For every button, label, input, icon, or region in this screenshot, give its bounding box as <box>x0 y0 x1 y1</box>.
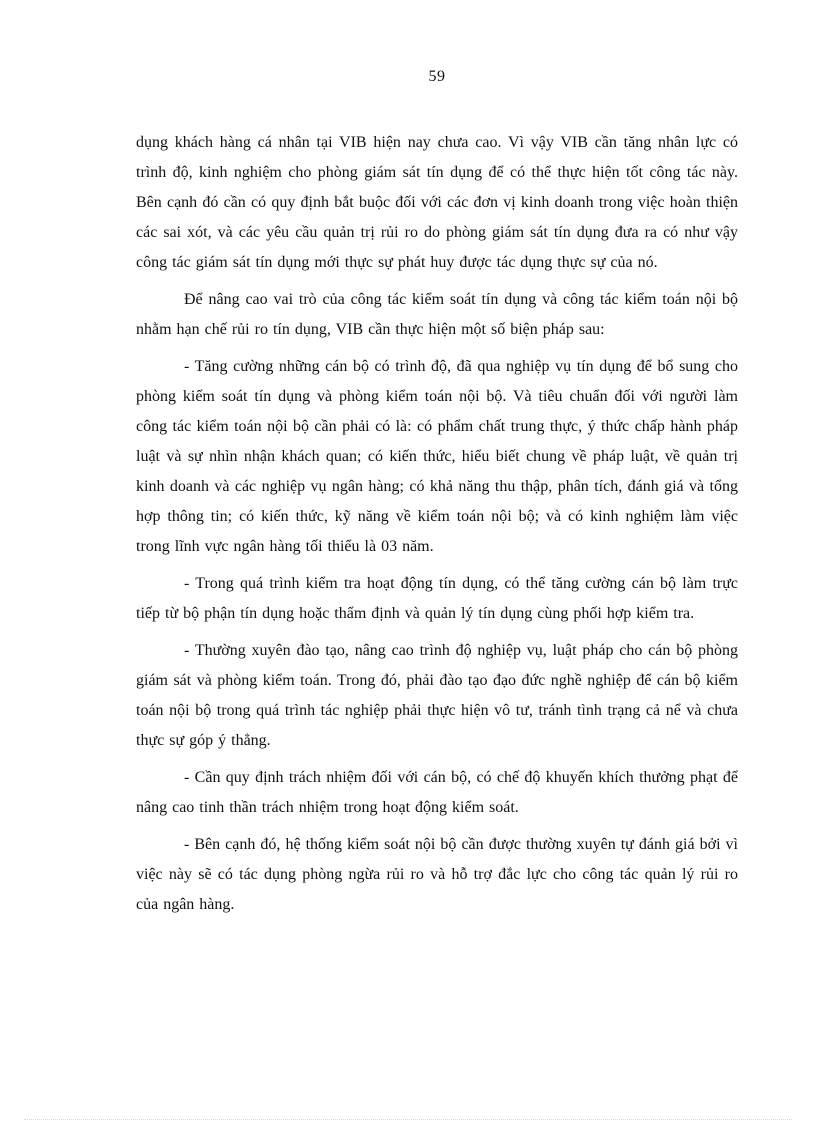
paragraph-intro-measures: Để nâng cao vai trò của công tác kiểm soát tín dụng và công tác kiểm toán nội bộ nhằm hạn chế rủi ro tín dụng, VIB cần thực hiện một số biện pháp sau: <box>136 291 738 338</box>
paragraph-measure-training: - Thường xuyên đào tạo, nâng cao trình độ nghiệp vụ, luật pháp cho cán bộ phòng giám sát và phòng kiểm toán. Trong đó, phải đào tạo đạo đức nghề nghiệp để cán bộ kiểm toán nội bộ trong quá trình tác nghiệp phải thực hiện vô tư, tránh tình trạng cả nể và chưa thực sự góp ý thẳng. <box>136 642 738 749</box>
paragraph-measure-staffing: - Tăng cường những cán bộ có trình độ, đã qua nghiệp vụ tín dụng để bổ sung cho phòng kiểm soát tín dụng và phòng kiểm toán nội bộ. Và tiêu chuẩn đối với người làm công tác kiểm toán nội bộ cần phải có là: có phẩm chất trung thực, ý thức chấp hành pháp luật và sự nhìn nhận khách quan; có kiến thức, hiểu biết chung về pháp luật, về quản trị kinh doanh và các nghiệp vụ ngân hàng; có khả năng thu thập, phân tích, đánh giá và tổng hợp thông tin; có kiến thức, kỹ năng về kiểm toán nội bộ; và có kinh nghiệm làm việc trong lĩnh vực ngân hàng tối thiểu là 03 năm. <box>136 358 738 555</box>
paragraph-measure-responsibility: - Cần quy định trách nhiệm đối với cán bộ, có chế độ khuyến khích thưởng phạt để nâng cao tinh thần trách nhiệm trong hoạt động kiểm soát. <box>136 769 738 816</box>
page-number: 59 <box>428 68 446 85</box>
document-body <box>136 128 738 927</box>
page-bottom-divider <box>24 1119 792 1120</box>
paragraph-measure-inspection: - Trong quá trình kiểm tra hoạt động tín dụng, có thể tăng cường cán bộ làm trực tiếp từ bộ phận tín dụng hoặc thẩm định và quản lý tín dụng cùng phối hợp kiểm tra. <box>136 575 738 622</box>
paragraph-continuation: dụng khách hàng cá nhân tại VIB hiện nay chưa cao. Vì vậy VIB cần tăng nhân lực có trình độ, kinh nghiệm cho phòng giám sát tín dụng để có thể thực hiện tốt công tác này. Bên cạnh đó cần có quy định bắt buộc đối với các đơn vị kinh doanh trong việc hoàn thiện các sai xót, và các yêu cầu quản trị rủi ro do phòng giám sát tín dụng đưa ra có như vậy công tác giám sát tín dụng mới thực sự phát huy được tác dụng thực sự của nó. <box>136 134 738 271</box>
paragraph-measure-self-assessment: - Bên cạnh đó, hệ thống kiểm soát nội bộ cần được thường xuyên tự đánh giá bởi vì việc này sẽ có tác dụng phòng ngừa rủi ro và hỗ trợ đắc lực cho công tác quản lý rủi ro của ngân hàng. <box>136 836 738 913</box>
